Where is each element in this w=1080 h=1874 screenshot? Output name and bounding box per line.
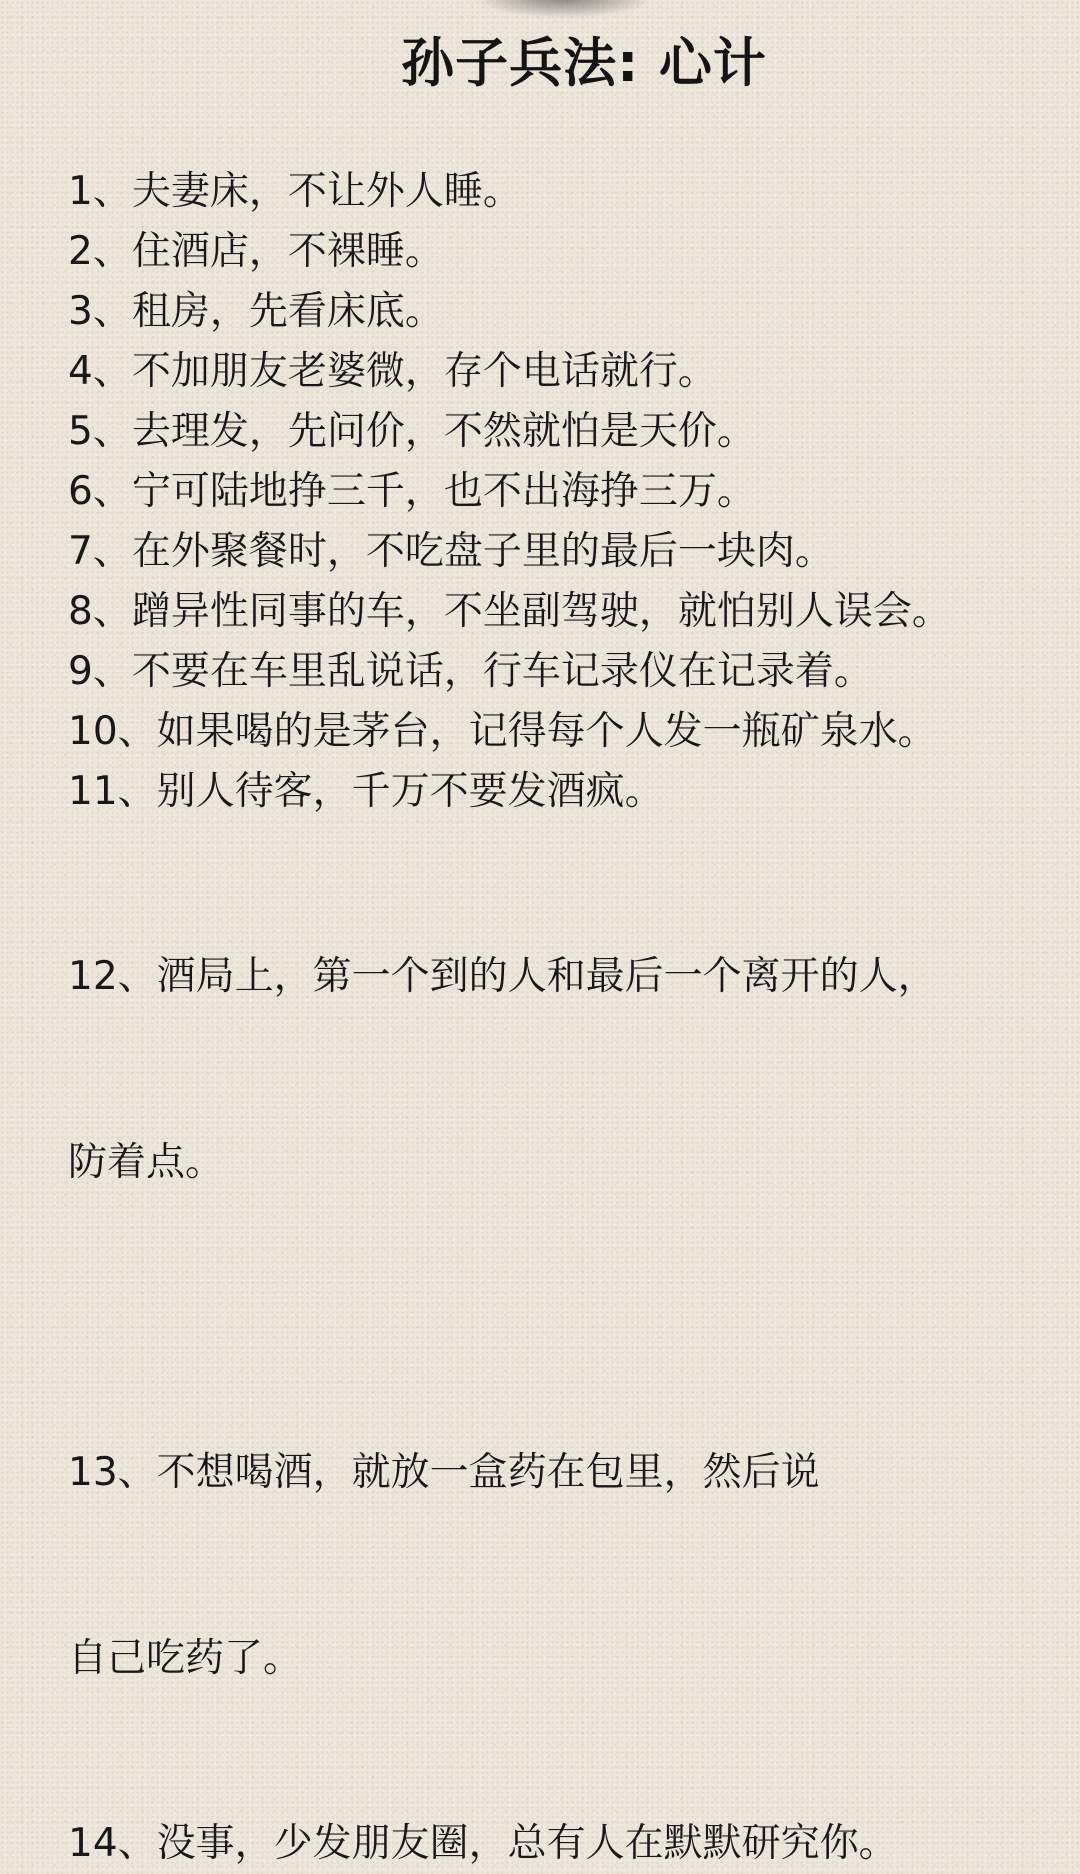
tip-line: 4、不加朋友老婆微，存个电话就行。 [68, 349, 717, 394]
tip-line: 9、不要在车里乱说话，行车记录仪在记录着。 [68, 649, 873, 694]
list-item [68, 642, 951, 702]
list-item [68, 222, 951, 282]
tips-list [68, 162, 951, 1874]
tip-line: 6、宁可陆地挣三千，也不出海挣三万。 [68, 469, 756, 514]
list-item [68, 462, 951, 522]
tip-line: 5、去理发，先问价，不然就怕是天价。 [68, 409, 756, 454]
list-item [68, 1814, 951, 1874]
list-item [68, 282, 951, 342]
list-item [68, 762, 951, 822]
tip-line: 2、住酒店，不裸睡。 [68, 229, 444, 274]
tip-line: 8、蹭异性同事的车，不坐副驾驶，就怕别人误会。 [68, 589, 951, 634]
list-item [68, 822, 951, 1318]
list-item [68, 1318, 951, 1814]
list-item [68, 522, 951, 582]
list-item [68, 582, 951, 642]
list-item [68, 162, 951, 222]
tip-line: 1、夫妻床，不让外人睡。 [68, 169, 522, 214]
paper-clip-shadow [478, 0, 650, 18]
tip-line: 10、如果喝的是茅台，记得每个人发一瓶矿泉水。 [68, 709, 937, 754]
tip-line: 11、别人待客，千万不要发酒疯。 [68, 769, 664, 814]
tip-line: 12、酒局上，第一个到的人和最后一个离开的人， [68, 954, 937, 999]
page-title: 孙子兵法: 心计 [401, 33, 767, 94]
list-item [68, 342, 951, 402]
tip-line: 7、在外聚餐时，不吃盘子里的最后一块肉。 [68, 529, 834, 574]
tip-line: 14、没事，少发朋友圈，总有人在默默研究你。 [68, 1821, 898, 1866]
tip-line-continued: 防着点。 [68, 1140, 225, 1185]
list-item [68, 702, 951, 762]
tip-line-continued: 自己吃药了。 [68, 1636, 303, 1681]
tip-line: 3、租房，先看床底。 [68, 289, 444, 334]
list-item [68, 402, 951, 462]
tip-line: 13、不想喝酒，就放一盒药在包里，然后说 [68, 1450, 820, 1495]
